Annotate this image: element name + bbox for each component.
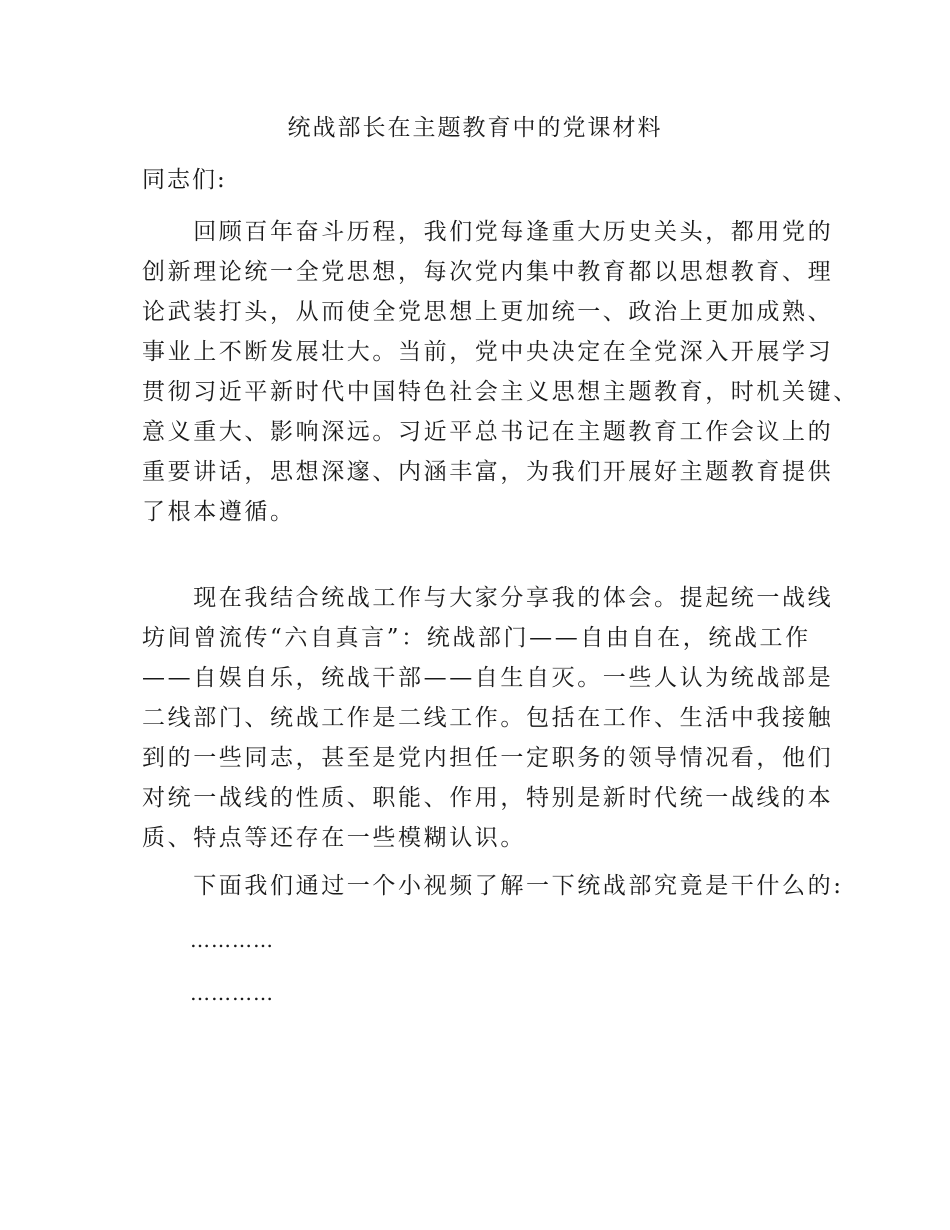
paragraph-line: 意义重大、影响深远。习近平总书记在主题教育工作会议上的 (142, 419, 834, 445)
paragraph-line: 下面我们通过一个小视频了解一下统战部究竟是干什么的: (142, 873, 844, 899)
paragraph-line: ——自娱自乐，统战干部——自生自灭。一些人认为统战部是 (142, 665, 834, 691)
greeting: 同志们: (142, 167, 227, 193)
paragraph-line: 事业上不断发展壮大。当前，党中央决定在全党深入开展学习 (142, 339, 834, 365)
paragraph-line: 贯彻习近平新时代中国特色社会主义思想主题教育，时机关键、 (142, 379, 859, 405)
paragraph-2 (142, 578, 832, 858)
paragraph-3 (142, 866, 844, 906)
paragraph-1 (142, 212, 859, 532)
paragraph-line: 了根本遵循。 (142, 499, 296, 525)
paragraph-line: 二线部门、统战工作是二线工作。包括在工作、生活中我接触 (142, 705, 834, 731)
paragraph-line: 现在我结合统战工作与大家分享我的体会。提起统一战线 (142, 585, 834, 611)
paragraph-line: 坊间曾流传“六自真言”：统战部门——自由自在，统战工作 (142, 625, 811, 651)
paragraph-line: 对统一战线的性质、职能、作用，特别是新时代统一战线的本 (142, 785, 834, 811)
ellipsis-line: ………… (190, 981, 274, 1005)
paragraph-line: 论武装打头，从而使全党思想上更加统一、政治上更加成熟、 (142, 299, 834, 325)
paragraph-line: 到的一些同志，甚至是党内担任一定职务的领导情况看，他们 (142, 745, 834, 771)
paragraph-line: 创新理论统一全党思想，每次党内集中教育都以思想教育、理 (142, 259, 834, 285)
paragraph-line: 回顾百年奋斗历程，我们党每逢重大历史关头，都用党的 (142, 219, 834, 245)
paragraph-line: 质、特点等还存在一些模糊认识。 (142, 825, 526, 851)
document-title: 统战部长在主题教育中的党课材料 (287, 115, 663, 141)
paragraph-line: 重要讲话，思想深邃、内涵丰富，为我们开展好主题教育提供 (142, 459, 834, 485)
ellipsis-line: ………… (190, 928, 274, 952)
